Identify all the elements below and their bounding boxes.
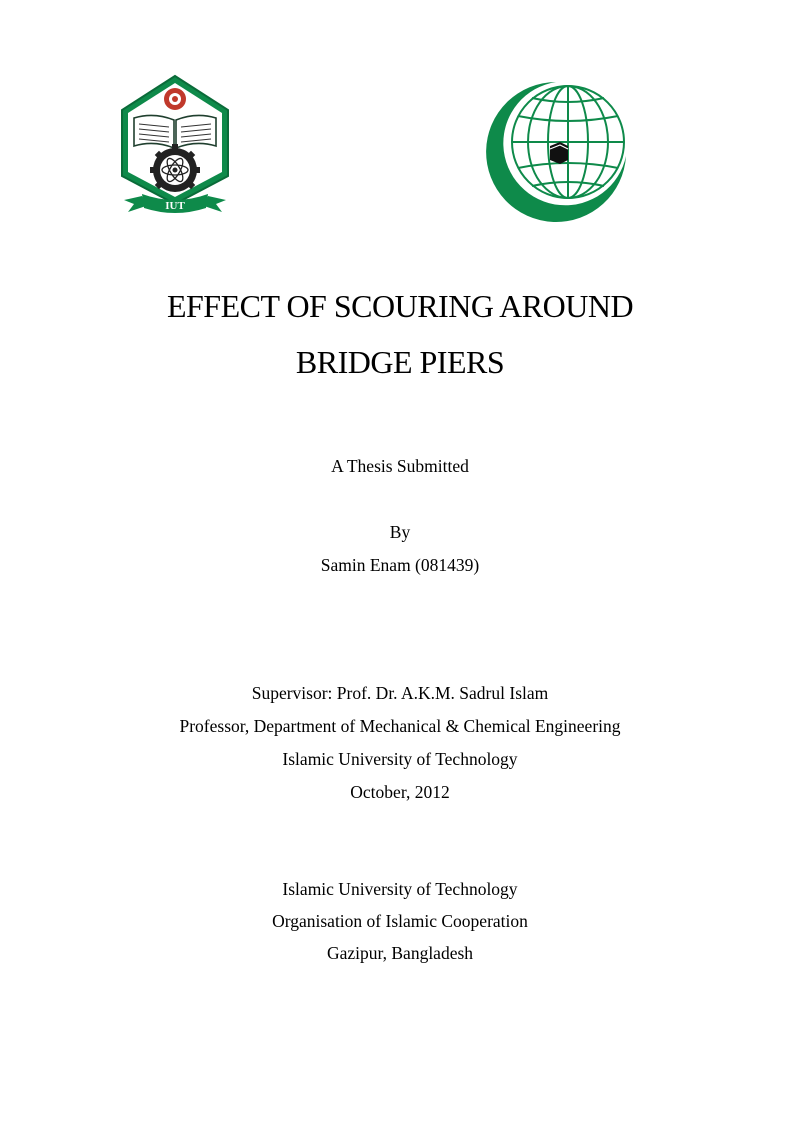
submission-statement: A Thesis Submitted [331,456,469,476]
thesis-title-line-1: EFFECT OF SCOURING AROUND [166,288,634,324]
footer-organisation: Organisation of Islamic Cooperation [272,911,528,931]
iut-logo-text: IUT [165,200,185,212]
supervisor-name: Supervisor: Prof. Dr. A.K.M. Sadrul Islam [251,683,549,703]
iut-emblem-icon [106,72,244,222]
thesis-title-line-2: BRIDGE PIERS [295,344,505,380]
oic-emblem-icon [484,80,628,224]
submission-date: October, 2012 [350,782,450,802]
author-name: Samin Enam (081439) [320,555,480,575]
supervisor-institution: Islamic University of Technology [282,749,518,769]
by-label: By [389,522,411,542]
footer-location: Gazipur, Bangladesh [326,943,474,963]
supervisor-position: Professor, Department of Mechanical & Chemical Engineering [179,716,621,736]
footer-institution: Islamic University of Technology [282,879,518,899]
